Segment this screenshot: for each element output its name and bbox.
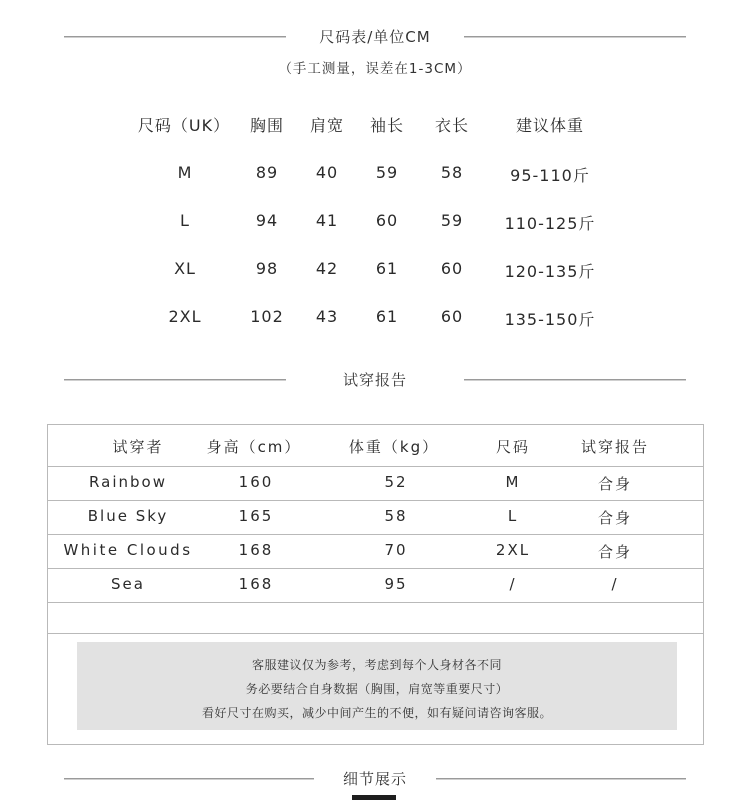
chest-cell: 89 <box>255 163 279 182</box>
length-cell: 60 <box>440 259 464 278</box>
size-row <box>115 259 635 289</box>
empty-row <box>48 603 703 634</box>
shoulder-cell: 40 <box>315 163 339 182</box>
header-cell: 身高（cm） <box>206 438 302 456</box>
size-cell: M <box>505 473 521 491</box>
weight-cell: 95 <box>384 575 408 593</box>
details-header <box>0 768 750 790</box>
weight-cell: 120-135斤 <box>504 262 596 281</box>
length-cell: 59 <box>440 211 464 230</box>
height-cell: 168 <box>238 575 274 593</box>
section-underline-mark <box>352 795 396 800</box>
size-cell: 2XL <box>495 541 531 559</box>
header-cell: 袖长 <box>369 116 404 135</box>
header-cell: 尺码（UK） <box>137 116 231 135</box>
size-cell: M <box>177 163 193 182</box>
chest-cell: 102 <box>250 307 284 326</box>
header-cell: 肩宽 <box>309 116 344 135</box>
size-row <box>115 307 635 337</box>
table-row <box>48 501 703 535</box>
report-header-row <box>48 425 703 467</box>
height-cell: 168 <box>238 541 274 559</box>
tester-name: Blue Sky <box>87 507 169 525</box>
header-cell: 体重（kg） <box>348 438 440 456</box>
fitting-report-title: 试穿报告 <box>342 371 407 389</box>
tester-name: Sea <box>111 575 145 593</box>
weight-cell: 135-150斤 <box>504 310 596 329</box>
weight-cell: 70 <box>384 541 408 559</box>
header-cell: 尺码 <box>495 438 530 456</box>
tester-name: Rainbow <box>89 473 167 491</box>
table-row <box>48 467 703 501</box>
size-chart-header <box>0 26 750 48</box>
header-cell: 试穿报告 <box>580 438 649 456</box>
weight-cell: 110-125斤 <box>504 214 596 233</box>
sleeve-cell: 61 <box>375 259 399 278</box>
shoulder-cell: 41 <box>315 211 339 230</box>
sleeve-cell: 60 <box>375 211 399 230</box>
details-title: 细节展示 <box>342 770 407 788</box>
size-chart-title: 尺码表/单位CM <box>319 28 431 46</box>
fitting-report-table <box>47 424 704 745</box>
size-cell: L <box>180 211 190 230</box>
header-cell: 试穿者 <box>112 438 164 456</box>
chest-cell: 98 <box>255 259 279 278</box>
size-cell: XL <box>174 259 196 278</box>
fitting-report-header <box>0 369 750 391</box>
height-cell: 165 <box>238 507 274 525</box>
size-cell: L <box>507 507 519 525</box>
note-line: 客服建议仅为参考，考虑到每个人身材各不同 <box>251 658 502 672</box>
height-cell: 160 <box>238 473 274 491</box>
fit-cell: 合身 <box>597 543 632 561</box>
fit-cell: / <box>611 575 619 593</box>
table-row <box>48 535 703 569</box>
weight-cell: 58 <box>384 507 408 525</box>
size-cell: / <box>509 575 517 593</box>
size-table-header <box>115 113 635 143</box>
shoulder-cell: 43 <box>315 307 339 326</box>
header-cell: 胸围 <box>249 116 284 135</box>
size-row <box>115 163 635 193</box>
sleeve-cell: 61 <box>375 307 399 326</box>
header-cell: 衣长 <box>434 116 469 135</box>
chest-cell: 94 <box>255 211 279 230</box>
weight-cell: 95-110斤 <box>510 166 590 185</box>
note-line: 看好尺寸在购买，减少中间产生的不便，如有疑问请咨询客服。 <box>201 706 552 720</box>
length-cell: 60 <box>440 307 464 326</box>
note-line: 务必要结合自身数据（胸围，肩宽等重要尺寸） <box>245 682 509 696</box>
size-chart-subtitle: （手工测量，误差在1-3CM） <box>278 61 472 77</box>
header-cell: 建议体重 <box>515 116 584 135</box>
table-row <box>48 569 703 603</box>
shoulder-cell: 42 <box>315 259 339 278</box>
fit-cell: 合身 <box>597 475 632 493</box>
tester-name: White Clouds <box>63 541 193 559</box>
customer-service-note <box>77 642 677 730</box>
size-row <box>115 211 635 241</box>
size-cell: 2XL <box>168 307 202 326</box>
weight-cell: 52 <box>384 473 408 491</box>
sleeve-cell: 59 <box>375 163 399 182</box>
length-cell: 58 <box>440 163 464 182</box>
fit-cell: 合身 <box>597 509 632 527</box>
